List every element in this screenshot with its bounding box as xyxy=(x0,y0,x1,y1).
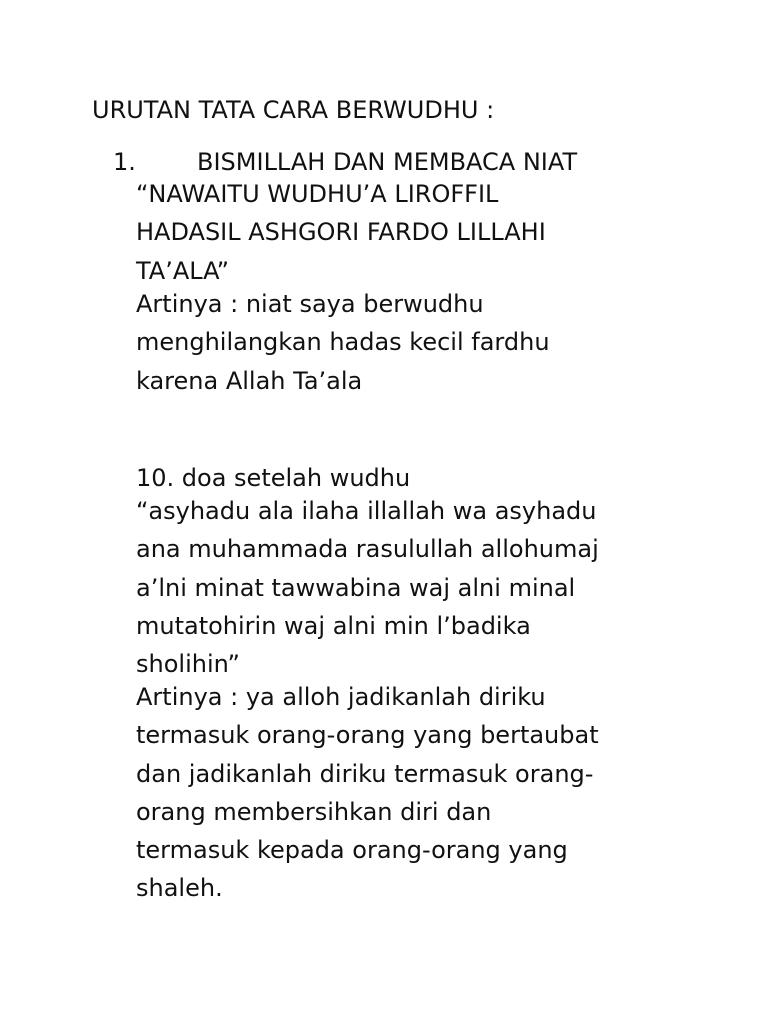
item-10-title: 10. doa setelah wudhu xyxy=(136,464,411,492)
doa-meaning-line: shaleh. xyxy=(136,874,223,903)
doa-meaning-line: termasuk kepada orang-orang yang xyxy=(136,836,568,865)
doa-meaning-line: Artinya : ya alloh jadikanlah diriku xyxy=(136,683,546,711)
doa-meaning-line: orang membersihkan diri dan xyxy=(136,797,492,826)
niat-meaning-line: karena Allah Ta’ala xyxy=(136,366,363,395)
niat-meaning xyxy=(136,285,550,400)
niat-line: “NAWAITU WUDHU’A LIROFFIL xyxy=(136,180,499,208)
niat-text xyxy=(136,175,546,290)
doa-line: “asyhadu ala ilaha illallah wa asyhadu xyxy=(136,497,597,525)
niat-meaning-line: Artinya : niat saya berwudhu xyxy=(136,290,484,318)
niat-meaning-line: menghilangkan hadas kecil fardhu xyxy=(136,328,550,357)
doa-line: ana muhammada rasulullah allohumaj xyxy=(136,535,599,564)
item-1-number: 1. xyxy=(113,148,136,176)
document-heading: URUTAN TATA CARA BERWUDHU : xyxy=(92,96,495,124)
doa-meaning-line: dan jadikanlah diriku termasuk orang- xyxy=(136,759,594,788)
doa-meaning xyxy=(136,678,599,908)
doa-text xyxy=(136,492,599,683)
doa-line: mutatohirin waj alni min l’badika xyxy=(136,611,531,640)
niat-line: TA’ALA” xyxy=(136,256,230,285)
doa-meaning-line: termasuk orang-orang yang bertaubat xyxy=(136,721,599,750)
doa-line: a’lni minat tawwabina waj alni minal xyxy=(136,573,576,602)
niat-line: HADASIL ASHGORI FARDO LILLAHI xyxy=(136,218,546,247)
item-1-title: BISMILLAH DAN MEMBACA NIAT xyxy=(197,148,578,176)
doa-line: sholihin” xyxy=(136,650,240,679)
